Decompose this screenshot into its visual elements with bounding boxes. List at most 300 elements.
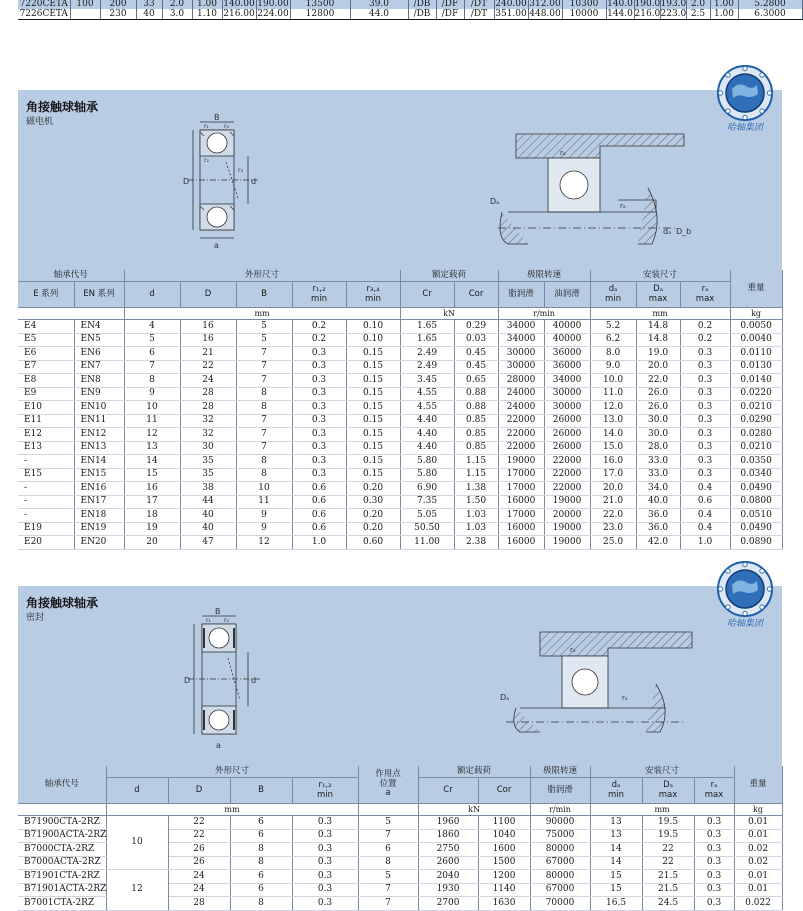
table-cell: 1.65 xyxy=(400,333,454,347)
table-cell: 30000 xyxy=(544,401,590,415)
table-row xyxy=(18,482,782,496)
table-cell: 17 xyxy=(124,495,180,509)
table-cell: EN20 xyxy=(74,536,124,550)
table-cell: B7000ACTA-2RZ xyxy=(18,856,106,870)
table-cell: 0.0490 xyxy=(730,482,782,496)
table-cell: EN8 xyxy=(74,374,124,388)
table-cell: 8 xyxy=(230,897,292,911)
table-cell: 0.3 xyxy=(292,843,358,857)
table-cell: 9 xyxy=(236,522,292,536)
table-cell: EN11 xyxy=(74,414,124,428)
table-cell: 1500 xyxy=(478,856,530,870)
table-cell: 24 xyxy=(180,374,236,388)
table-cell: - xyxy=(18,509,74,523)
table-cell: 16.0 xyxy=(590,455,636,469)
table-cell: 13 xyxy=(124,441,180,455)
table-cell: 0.20 xyxy=(346,522,400,536)
section-banner xyxy=(18,586,782,766)
table-cell: 22 xyxy=(180,360,236,374)
table-row xyxy=(18,441,782,455)
table-cell: 19000 xyxy=(544,536,590,550)
table-cell: 0.3 xyxy=(292,374,346,388)
table-cell: 7 xyxy=(236,441,292,455)
table-cell: 12.0 xyxy=(590,401,636,415)
header-min-label: min xyxy=(311,293,328,304)
table-cell: 14.8 xyxy=(636,320,680,334)
table-cell: 3.0 xyxy=(162,9,192,20)
table-cell: 8 xyxy=(124,374,180,388)
table-row xyxy=(18,320,782,334)
table-cell: 4.40 xyxy=(400,441,454,455)
table-cell: 0.3 xyxy=(292,816,358,830)
table-cell: 7 xyxy=(236,414,292,428)
table-cell: 34000 xyxy=(498,333,544,347)
globe-bearing-icon xyxy=(716,64,774,122)
table-cell: 19.0 xyxy=(636,347,680,361)
table-cell: 0.0510 xyxy=(730,509,782,523)
table-cell: 19.5 xyxy=(642,829,694,843)
header-d: d xyxy=(124,282,180,308)
table-cell: 0.0050 xyxy=(730,320,782,334)
table-cell: EN13 xyxy=(74,441,124,455)
header-install: 安装尺寸 xyxy=(590,766,734,778)
table-cell: 14 xyxy=(590,843,642,857)
table-cell: 0.3 xyxy=(680,374,730,388)
table-cell: 0.15 xyxy=(346,347,400,361)
table-cell: 10000 xyxy=(562,9,606,20)
table-cell: 5.05 xyxy=(400,509,454,523)
table-cell: 0.3 xyxy=(680,347,730,361)
table-cell: 12 xyxy=(236,536,292,550)
table-cell: 13.0 xyxy=(590,414,636,428)
table-cell: 16000 xyxy=(498,536,544,550)
dim-label-a: a xyxy=(214,241,219,250)
table-row xyxy=(18,468,782,482)
table-cell: 10.0 xyxy=(590,374,636,388)
table-cell: 40 xyxy=(136,9,162,20)
header-install: 安装尺寸 xyxy=(590,270,730,282)
table-cell: 0.6 xyxy=(292,482,346,496)
table-cell: 30.0 xyxy=(636,428,680,442)
dim-label-Da: Dₐ xyxy=(500,693,510,702)
table-cell: 0.3 xyxy=(292,387,346,401)
table-cell: 1200 xyxy=(478,870,530,884)
table-cell: 0.2 xyxy=(292,320,346,334)
table-cell: 0.88 xyxy=(454,401,498,415)
group-d-cell: 10 xyxy=(106,816,168,870)
header-load: 额定载荷 xyxy=(400,270,498,282)
table-cell: 224.00 xyxy=(257,8,289,19)
table-cell: /DB xyxy=(408,0,436,9)
header-min-label: min xyxy=(365,293,382,304)
dim-label-D: D xyxy=(183,177,190,186)
dim-label-r3: r₃ xyxy=(238,167,243,174)
header-e-series: E 系列 xyxy=(18,282,74,308)
table-cell: 190.00 xyxy=(257,0,289,9)
dim-label-B: B xyxy=(215,607,221,616)
table-cell: 36000 xyxy=(544,347,590,361)
header-B: B xyxy=(230,778,292,804)
header-oil: 油润滑 xyxy=(544,282,590,308)
table-cell: 0.0110 xyxy=(730,347,782,361)
table-cell: E15 xyxy=(18,468,74,482)
table-cell: 190.0 xyxy=(634,0,661,9)
table-cell: 7.35 xyxy=(400,495,454,509)
header-code: 轴承代号 xyxy=(18,270,124,282)
table-cell: 0.45 xyxy=(454,347,498,361)
table-cell: 24000 xyxy=(498,387,544,401)
table-cell: 0.15 xyxy=(346,360,400,374)
table-cell: 0.65 xyxy=(454,374,498,388)
table-cell: 0.3 xyxy=(680,441,730,455)
table-cell: 5.2800 xyxy=(738,0,802,9)
header-Da-label: Dₐ xyxy=(653,283,663,294)
table-cell: 7 xyxy=(358,883,418,897)
table-cell: EN17 xyxy=(74,495,124,509)
header-D: D xyxy=(168,778,230,804)
table-cell: E11 xyxy=(18,414,74,428)
spec-table-sealed xyxy=(18,766,783,911)
table-row xyxy=(18,347,782,361)
table-cell: 40.0 xyxy=(636,495,680,509)
table-cell: 8 xyxy=(230,843,292,857)
units-kg: kg xyxy=(734,804,782,816)
table-cell: 80000 xyxy=(530,843,590,857)
table-cell: 6 xyxy=(230,816,292,830)
table-cell: 67000 xyxy=(530,883,590,897)
table-cell: 0.60 xyxy=(346,536,400,550)
header-load: 额定载荷 xyxy=(418,766,530,778)
table-cell: 0.45 xyxy=(454,360,498,374)
header-r12 xyxy=(292,778,358,804)
table-cell: 2.49 xyxy=(400,347,454,361)
table-cell: 0.15 xyxy=(346,387,400,401)
units-mm: mm xyxy=(106,804,358,816)
table-cell: 351.00 xyxy=(495,8,527,19)
table-cell: 0.4 xyxy=(680,509,730,523)
table-cell: 6.3000 xyxy=(738,9,802,20)
table-cell: 5.2 xyxy=(590,320,636,334)
header-r12-label: r₁,₂ xyxy=(318,779,332,790)
dim-label-r4: r₄ xyxy=(224,123,229,130)
table-cell: /DB xyxy=(408,9,436,20)
header-min-label: min xyxy=(316,789,334,800)
table-cell: 1600 xyxy=(478,843,530,857)
header-da-label: dₐ xyxy=(608,283,618,294)
table-cell: 28000 xyxy=(498,374,544,388)
header-mass: 重量 xyxy=(734,766,782,804)
table-cell: 44.0 xyxy=(350,9,408,20)
table-cell: 19 xyxy=(124,522,180,536)
table-cell: 0.0890 xyxy=(730,536,782,550)
table-cell: 34000 xyxy=(498,320,544,334)
table-cell: 0.15 xyxy=(346,468,400,482)
table-cell: E19 xyxy=(18,522,74,536)
table-cell: 0.15 xyxy=(346,374,400,388)
header-Da xyxy=(642,778,694,804)
table-cell: 8 xyxy=(236,401,292,415)
table-cell: 0.3 xyxy=(292,360,346,374)
table-cell: 11 xyxy=(124,414,180,428)
table-row xyxy=(18,374,782,388)
table-cell: 24 xyxy=(168,870,230,884)
table-cell: 0.3 xyxy=(694,883,734,897)
table-cell: 22000 xyxy=(544,482,590,496)
table-cell: 38 xyxy=(180,482,236,496)
table-cell: 0.10 xyxy=(346,320,400,334)
units-rpm: r/min xyxy=(498,308,590,320)
bearing-cross-section-drawing xyxy=(178,112,268,252)
table-cell: 0.0040 xyxy=(730,333,782,347)
table-cell: 0.0490 xyxy=(730,522,782,536)
table-cell: 36.0 xyxy=(636,522,680,536)
table-cell: /DT xyxy=(464,9,494,20)
table-cell: 4.55 xyxy=(400,401,454,415)
table-cell: 28 xyxy=(168,897,230,911)
table-row xyxy=(18,360,782,374)
table-cell: 0.2 xyxy=(680,333,730,347)
table-row xyxy=(18,495,782,509)
table-cell: 13 xyxy=(590,816,642,830)
table-cell: 40 xyxy=(180,522,236,536)
table-cell: 30 xyxy=(180,441,236,455)
table-cell: 20000 xyxy=(544,509,590,523)
table-row xyxy=(18,455,782,469)
table-cell: 17.0 xyxy=(590,468,636,482)
table-cell: 223.0 xyxy=(660,8,687,19)
table-cell: 0.3 xyxy=(680,468,730,482)
table-cell: B71901CTA-2RZ xyxy=(18,870,106,884)
section-banner xyxy=(18,90,782,270)
header-cr: Cr xyxy=(400,282,454,308)
table-cell: 26000 xyxy=(544,428,590,442)
table-cell: 0.3 xyxy=(680,414,730,428)
table-cell: 26 xyxy=(168,843,230,857)
table-cell: 6 xyxy=(230,829,292,843)
table-cell: 6 xyxy=(358,843,418,857)
header-mass: 重量 xyxy=(730,270,782,308)
table-cell: 2600 xyxy=(418,856,478,870)
table-cell: 1.15 xyxy=(454,455,498,469)
header-point-label: 作用点 xyxy=(375,768,401,779)
table-cell: 9 xyxy=(124,387,180,401)
table-row xyxy=(18,509,782,523)
table-cell: 8 xyxy=(236,468,292,482)
table-cell: 14.8 xyxy=(636,333,680,347)
table-cell: 0.3 xyxy=(680,455,730,469)
table-cell: 44 xyxy=(180,495,236,509)
table-cell: 1.00 xyxy=(192,0,222,9)
header-da xyxy=(590,282,636,308)
header-min-label: min xyxy=(605,293,622,304)
table-cell: 28.0 xyxy=(636,441,680,455)
table-cell: 0.3 xyxy=(694,856,734,870)
table-cell: 22000 xyxy=(498,428,544,442)
table-cell: 0.3 xyxy=(292,856,358,870)
table-cell: 0.3 xyxy=(694,843,734,857)
table-cell: 1.10 xyxy=(192,9,222,20)
table-cell: /DF xyxy=(436,0,464,9)
table-cell: 16000 xyxy=(498,522,544,536)
header-Da-label: Dₐ xyxy=(663,779,673,790)
units-rpm: r/min xyxy=(530,804,590,816)
table-cell: 22.0 xyxy=(590,509,636,523)
table-cell: 0.2 xyxy=(680,320,730,334)
units-blank-a xyxy=(358,804,418,816)
table-cell: 0.0350 xyxy=(730,455,782,469)
table-cell: 26000 xyxy=(544,441,590,455)
table-row xyxy=(18,387,782,401)
table-cell: 33 xyxy=(136,0,162,9)
table-cell: 16 xyxy=(124,482,180,496)
table-cell: 0.01 xyxy=(734,829,782,843)
table-cell: 26 xyxy=(168,856,230,870)
table-cell: 2700 xyxy=(418,897,478,911)
header-grease: 脂润滑 xyxy=(530,778,590,804)
table-cell: 75000 xyxy=(530,829,590,843)
table-cell: 24 xyxy=(168,883,230,897)
table-cell: 0.0290 xyxy=(730,414,782,428)
table-cell: 0.15 xyxy=(346,414,400,428)
table-row xyxy=(18,9,802,20)
table-cell: 0.3 xyxy=(694,870,734,884)
table-cell: 23.0 xyxy=(590,522,636,536)
header-Da xyxy=(636,282,680,308)
table-cell: 35 xyxy=(180,455,236,469)
dim-label-ra-2: rₐ xyxy=(622,694,628,702)
dim-label-r1: r₁ xyxy=(204,123,209,130)
table-cell: B71901ACTA-2RZ xyxy=(18,883,106,897)
table-cell: 7226CETA xyxy=(18,9,70,20)
spec-table-magneto xyxy=(18,270,783,550)
table-cell: EN16 xyxy=(74,482,124,496)
table-row xyxy=(18,401,782,415)
table-cell: 140.00 xyxy=(223,0,255,9)
header-D: D xyxy=(180,282,236,308)
table-cell: 7 xyxy=(236,374,292,388)
table-cell: 19000 xyxy=(544,495,590,509)
table-cell: 144.0 xyxy=(607,8,633,19)
dim-label-ra: rₐ xyxy=(570,646,576,654)
table-cell: 15 xyxy=(590,870,642,884)
table-cell: 36.0 xyxy=(636,509,680,523)
table-cell: 216.00 xyxy=(223,8,255,19)
group-d-cell: 12 xyxy=(106,870,168,911)
table-cell: 312.00 xyxy=(529,0,561,9)
dim-label-Db: D_b xyxy=(676,227,692,236)
units-mm-install: mm xyxy=(590,804,734,816)
table-cell: 16000 xyxy=(498,495,544,509)
table-cell: 0.01 xyxy=(734,816,782,830)
table-cell: 15.0 xyxy=(590,441,636,455)
table-cell: 6.90 xyxy=(400,482,454,496)
header-r12 xyxy=(292,282,346,308)
table-cell: 0.3 xyxy=(292,401,346,415)
units-kN: kN xyxy=(418,804,530,816)
table-cell: 2.49 xyxy=(400,360,454,374)
table-cell: EN9 xyxy=(74,387,124,401)
table-cell: 22 xyxy=(168,829,230,843)
table-cell: 0.29 xyxy=(454,320,498,334)
table-cell: 16.5 xyxy=(590,897,642,911)
table-cell: E9 xyxy=(18,387,74,401)
table-cell: 7 xyxy=(358,829,418,843)
table-cell: 0.88 xyxy=(454,387,498,401)
table-cell: 200 xyxy=(100,0,136,9)
table-cell: 26000 xyxy=(544,414,590,428)
table-cell: 0.30 xyxy=(346,495,400,509)
table-cell: B7000CTA-2RZ xyxy=(18,843,106,857)
table-cell: 12800 xyxy=(290,9,350,20)
header-grease: 脂润滑 xyxy=(498,282,544,308)
table-cell: 80000 xyxy=(530,870,590,884)
header-en-series: EN 系列 xyxy=(74,282,124,308)
table-cell: 33.0 xyxy=(636,468,680,482)
table-cell: 0.3 xyxy=(292,441,346,455)
sealed-bearing-cross-section-drawing xyxy=(178,606,268,756)
table-cell: 0.15 xyxy=(346,428,400,442)
table-cell: 9.0 xyxy=(590,360,636,374)
table-cell: 6 xyxy=(124,347,180,361)
table-cell: 4.40 xyxy=(400,414,454,428)
table-cell: 33.0 xyxy=(636,455,680,469)
units-blank xyxy=(18,804,106,816)
table-cell: 0.0130 xyxy=(730,360,782,374)
table-cell: E6 xyxy=(18,347,74,361)
table-cell: 6.2 xyxy=(590,333,636,347)
table-cell: 2040 xyxy=(418,870,478,884)
table-cell: 22 xyxy=(642,843,694,857)
table-cell: 0.01 xyxy=(734,883,782,897)
table-cell: 0.4 xyxy=(680,522,730,536)
table-cell: 17000 xyxy=(498,468,544,482)
company-logo xyxy=(716,64,774,144)
header-r12-label: r₁,₂ xyxy=(312,283,326,294)
table-cell: 40000 xyxy=(544,320,590,334)
table-cell: 26.0 xyxy=(636,387,680,401)
table-cell: 20 xyxy=(124,536,180,550)
table-cell: 21.0 xyxy=(590,495,636,509)
table-cell: 19.5 xyxy=(642,816,694,830)
table-row xyxy=(18,333,782,347)
table-cell: 0.85 xyxy=(454,441,498,455)
table-cell: 19000 xyxy=(498,455,544,469)
table-cell: 21 xyxy=(180,347,236,361)
table-cell: E8 xyxy=(18,374,74,388)
table-cell: 22000 xyxy=(544,468,590,482)
table-cell: 193.0 xyxy=(660,0,687,9)
table-cell: 24.5 xyxy=(642,897,694,911)
table-cell: 67000 xyxy=(530,856,590,870)
table-cell: 22 xyxy=(168,816,230,830)
table-cell: 16 xyxy=(180,333,236,347)
table-cell: 7 xyxy=(236,428,292,442)
dim-label-d: d xyxy=(251,676,257,685)
table-cell: 8 xyxy=(236,455,292,469)
table-cell: 20.0 xyxy=(590,482,636,496)
table-cell: 2.38 xyxy=(454,536,498,550)
table-cell: E12 xyxy=(18,428,74,442)
header-da-label: dₐ xyxy=(611,779,621,790)
table-cell: 39.0 xyxy=(350,0,408,9)
table-cell: EN10 xyxy=(74,401,124,415)
header-speed: 极限转速 xyxy=(498,270,590,282)
dim-label-ra: rₐ xyxy=(560,149,566,157)
table-cell: 1040 xyxy=(478,829,530,843)
table-cell: 5 xyxy=(358,816,418,830)
table-cell: EN4 xyxy=(74,320,124,334)
table-cell: 47 xyxy=(180,536,236,550)
